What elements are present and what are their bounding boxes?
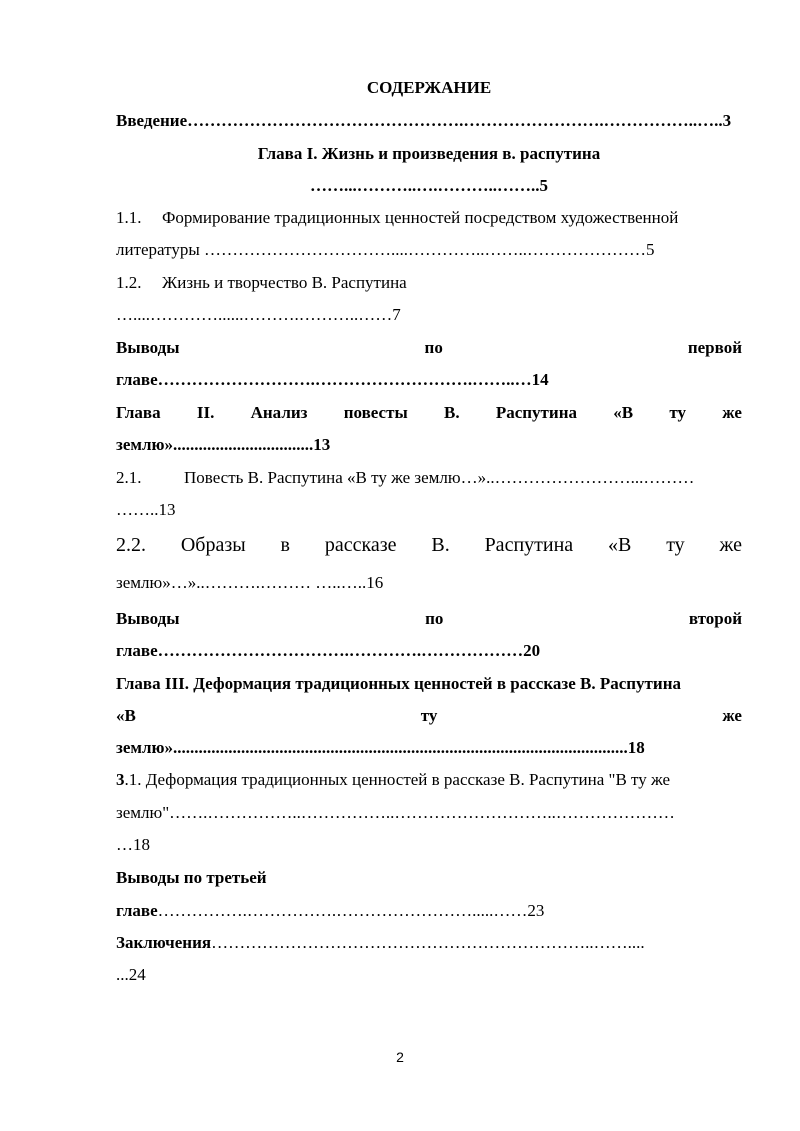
section-number-bold: 3 [116, 770, 125, 789]
section-title: .1. Деформация традиционных ценностей в рассказе В. Распутина "В ту же [124, 770, 671, 789]
word: «В [613, 403, 634, 422]
conclusions-ch3-page [116, 900, 742, 922]
word: в [280, 534, 290, 556]
section-1-1-page: литературы ……………………………....…………..……..…………………5 [116, 240, 655, 259]
word: 2.2. [116, 534, 146, 556]
toc-conclusion [116, 932, 742, 954]
toc-conclusion-page: ...24 [116, 965, 146, 984]
word: ту [669, 403, 686, 422]
section-2-1 [116, 467, 742, 489]
word: В. [431, 534, 450, 556]
word: Глава [116, 403, 161, 422]
word: же [722, 706, 742, 725]
conclusions-ch3: Выводы по третьей [116, 868, 267, 887]
word: «В [608, 534, 632, 556]
chapter3-title: Глава III. Деформация традиционных ценностей в рассказе В. Распутина [116, 674, 682, 693]
word: по [424, 338, 443, 357]
conclusions-ch2 [116, 608, 742, 630]
section-2-2 [116, 533, 742, 557]
word: первой [687, 338, 742, 357]
section-1-1 [116, 207, 742, 229]
chapter2-page: землю».................................13 [116, 435, 331, 454]
word: Анализ [250, 403, 308, 422]
chapter1-title: Глава I. Жизнь и произведения в. распутина [257, 144, 601, 163]
section-title: Повесть В. Распутина «В ту же землю…»..……………………...……… [184, 468, 695, 487]
section-number: 2.1. [116, 468, 142, 487]
section-2-2-page: землю»…»..……….……… …..…..16 [116, 573, 384, 592]
word: же [722, 403, 742, 422]
chapter2-title [116, 402, 742, 424]
word: Выводы [116, 338, 180, 357]
word: рассказе [324, 534, 397, 556]
word: второй [688, 609, 742, 628]
word: ту [666, 534, 685, 556]
word: ту [420, 706, 438, 725]
section-1-2 [116, 272, 742, 294]
dots: …………………………………………………………..…….... [211, 933, 645, 952]
word: «В [116, 706, 136, 725]
word: Образы [180, 534, 246, 556]
word: II. [196, 403, 215, 422]
conclusions-ch1-page: главе……………………….……………………….……..…14 [116, 370, 549, 389]
toc-title: СОДЕРЖАНИЕ [366, 78, 492, 97]
word: Выводы [116, 609, 180, 628]
page-number: 2 [396, 1049, 404, 1065]
toc-intro: Введение………………………………………….…………………….……………..…..3 [116, 111, 732, 130]
word: Распутина [484, 534, 574, 556]
chapter1-page: ……...………..….………..……..5 [310, 176, 548, 195]
conclusions-ch1 [116, 337, 742, 359]
section-3-1 [116, 769, 742, 791]
dots: …………….…………….…………………….....……23 [157, 901, 545, 920]
section-title: Формирование традиционных ценностей посредством художественной [162, 208, 679, 227]
section-1-2-page: …....…………......……….………..……7 [116, 305, 401, 324]
word: Распутина [495, 403, 577, 422]
word: же [719, 534, 742, 556]
section-2-1-page: ……..13 [116, 500, 176, 519]
conclusions-ch2-page: главе…………………………….………….………………20 [116, 641, 541, 660]
section-3-1-page: …18 [116, 835, 150, 854]
word: по [425, 609, 444, 628]
chapter3-page: землю»...........................................................................................................18 [116, 738, 645, 757]
section-number: 1.1. [116, 208, 142, 227]
section-3-1-cont: землю"…….……………..……………..………………………..………………… [116, 803, 675, 822]
word: главе [116, 901, 158, 920]
word: повесты [343, 403, 408, 422]
word: Заключения [116, 933, 212, 952]
word: В. [443, 403, 460, 422]
section-number: 1.2. [116, 273, 142, 292]
chapter3-title-cont [116, 705, 742, 727]
section-title: Жизнь и творчество В. Распутина [162, 273, 407, 292]
